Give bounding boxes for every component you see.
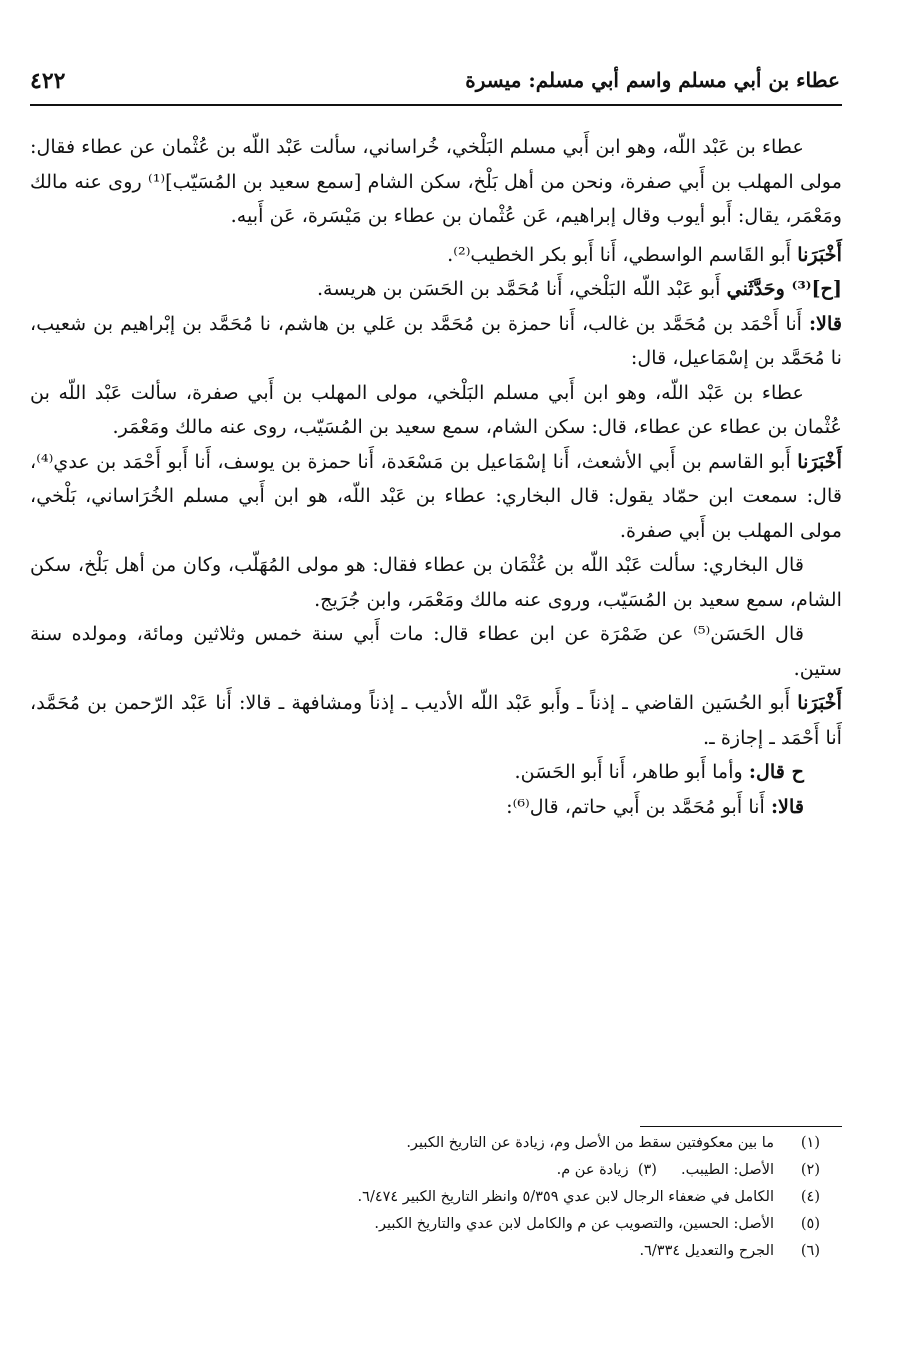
footnote bbox=[30, 1211, 820, 1238]
paragraph-text: أَبو القاسم بن أَبي الأشعث، أَنا إسْمَاعيل بن مَسْعَدة، أَنا حمزة بن يوسف، أَنا أَبو أَحْمَد بن عدي⁽⁴⁾، قال: سمعت ابن حمّاد يقول: قال البخاري: عطاء بن عَبْد اللّه، هو ابن أَبي مسلم الخُرَاساني، بَلْخي، مولى المهلب بن أَبي صفرة. bbox=[30, 449, 842, 542]
running-header bbox=[30, 62, 840, 102]
footnote-text: الأصل: الحسين، والتصويب عن م والكامل لابن عدي والتاريخ الكبير. bbox=[374, 1216, 774, 1232]
paragraph-lead: أَخْبَرَنا bbox=[797, 449, 842, 473]
paragraph-lead: أَخْبَرَنا bbox=[797, 691, 842, 714]
footnote bbox=[30, 1184, 820, 1211]
footnote-number: (٤) bbox=[800, 1189, 820, 1205]
paragraph-text: قال الحَسَن⁽⁵⁾ عن ضَمْرَة عن ابن عطاء قال: مات أَبي سنة خمس وثلاثين ومائة، ومولده سنة ستين. bbox=[30, 622, 842, 680]
footnote-number: (١) bbox=[800, 1135, 820, 1151]
paragraph-text: قال البخاري: سألت عَبْد اللّه بن عُثْمَان بن عطاء فقال: هو مولى المُهَلّب، وكان من أهل بَلْخ، سكن الشام، سمع سعيد بن المُسَيّب، وروى عنه مالك ومَعْمَر، وابن جُرَيج. bbox=[30, 553, 842, 611]
paragraph-text: وأما أَبو طاهر، أَنا أَبو الحَسَن. bbox=[514, 760, 749, 783]
paragraph-lead: أَخْبَرَنا bbox=[797, 242, 842, 266]
header-title: عطاء بن أبي مسلم واسم أبي مسلم: ميسرة bbox=[465, 68, 840, 92]
paragraph-text: أَنا أَبو مُحَمَّد بن أَبي حاتم، قال⁽⁶⁾: bbox=[506, 794, 771, 818]
paragraph-text: عطاء بن عَبْد اللّه، وهو ابن أَبي مسلم البَلْخي، مولى المهلب بن أَبي صفرة، سألت عَبْد اللّه بن عُثْمان بن عطاء عن عطاء، قال: سكن الشام، سمع سعيد بن المُسَيّب، روى عنه مالك ومَعْمَر. bbox=[30, 380, 842, 438]
paragraph bbox=[30, 548, 842, 617]
paragraph-text: أَبو الحُسَين القاضي ـ إذناً ـ وأَبو عَبْد اللّه الأديب ـ إذناً ومشافهة ـ قالا: أَنا عَبْد الرّحمن بن مُحَمَّد، أَنا أَحْمَد ـ إجازة ـ. bbox=[30, 691, 842, 749]
footnote-text: الجرح والتعديل ٦/٣٣٤. bbox=[639, 1243, 774, 1259]
paragraph bbox=[30, 307, 842, 376]
paragraph-text: أَنا أَحْمَد بن مُحَمَّد بن غالب، أَنا حمزة بن مُحَمَّد بن عَلي بن هاشم، نا مُحَمَّد بن إبْراهيم بن شعيب، نا مُحَمَّد بن إسْمَاعيل، قال: bbox=[30, 311, 842, 369]
paragraph-lead: [ح]⁽³⁾ وحَدَّثَني bbox=[726, 277, 842, 300]
footnote-number: (٢) bbox=[800, 1162, 820, 1178]
paragraph bbox=[30, 790, 842, 825]
paragraph-lead: ح قال: bbox=[748, 760, 804, 783]
paragraph bbox=[30, 445, 842, 549]
footnote bbox=[30, 1238, 820, 1265]
paragraph bbox=[30, 617, 842, 686]
header-rule bbox=[30, 104, 842, 106]
footnote-number: (٦) bbox=[800, 1243, 820, 1259]
paragraph bbox=[30, 686, 842, 755]
main-text bbox=[30, 130, 842, 824]
paragraph bbox=[30, 238, 842, 273]
paragraph bbox=[30, 130, 842, 234]
footnotes bbox=[30, 1130, 820, 1265]
paragraph bbox=[30, 376, 842, 445]
footnote bbox=[30, 1157, 820, 1184]
footnote-text: الأصل: الطيبب. bbox=[680, 1162, 774, 1178]
paragraph-text: أَبو القَاسم الواسطي، أَنا أَبو بكر الخطيب⁽²⁾. bbox=[447, 242, 798, 266]
footnote-text: زيادة عن م. bbox=[556, 1162, 629, 1178]
paragraph-text: عطاء بن عَبْد اللّه، وهو ابن أَبي مسلم البَلْخي، خُراساني، سألت عَبْد اللّه بن عُثْمان عن عطاء فقال: مولى المهلب بن أَبي صفرة، ونحن من أهل بَلْخ، سكن الشام [سمع سعيد بن المُسَيّب]⁽¹⁾ روى عنه مالك ومَعْمَر، يقال: أَبو أيوب وقال إبراهيم، عَن عُثْمان بن عطاء بن مَيْسَرة، عَن أَبيه. bbox=[30, 135, 842, 227]
footnote-text: ما بين معكوفتين سقط من الأصل وم، زيادة عن التاريخ الكبير. bbox=[406, 1135, 774, 1151]
footnote-rule bbox=[640, 1126, 842, 1127]
paragraph-text: أَبو عَبْد اللّه البَلْخي، أَنا مُحَمَّد بن الحَسَن بن هريسة. bbox=[316, 277, 727, 300]
paragraph bbox=[30, 755, 842, 790]
paragraph-lead: قالا: bbox=[808, 311, 842, 335]
footnote-number: (٣) bbox=[637, 1162, 657, 1178]
footnote bbox=[30, 1130, 820, 1157]
footnote-text: الكامل في ضعفاء الرجال لابن عدي ٥/٣٥٩ وانظر التاريخ الكبير ٦/٤٧٤. bbox=[357, 1189, 774, 1205]
footnote-number: (٥) bbox=[800, 1216, 820, 1232]
paragraph-lead: قالا: bbox=[770, 794, 804, 818]
paragraph bbox=[30, 272, 842, 307]
page-number: ٤٢٢ bbox=[30, 68, 66, 94]
